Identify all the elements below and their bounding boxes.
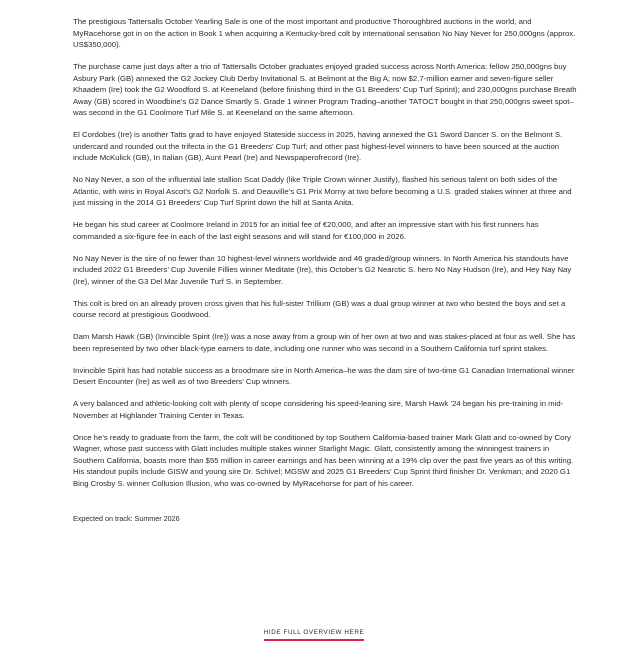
overview-paragraph-7: This colt is bred on an already proven cross given that his full-sister Trillium (GB) was a dual group winner at two who bested the boys and set a course record at prestigious Goodwood. (73, 298, 566, 319)
overview-toggle (0, 621, 628, 641)
overview-paragraph-9: Invincible Spirit has had notable success as a broodmare sire in North America–he was the dam sire of two-time G1 Canadian International winner Desert Encounter (Ire) as well as of two Breeders’ Cup winners. (73, 365, 575, 386)
overview-paragraph-1: The prestigious Tattersalls October Yearling Sale is one of the most important and productive Thoroughbred auctions in the world, and MyRacehorse got in on the action in Book 1 when acquiring a Kentucky-bred colt by international sensation No Nay Never for 250,000gns (approx. US$350,000). (73, 17, 576, 49)
overview-paragraph-2: The purchase came just days after a trio of Tattersalls October graduates enjoyed graded success across North America: fellow 250,000gns buy Asbury Park (GB) annexed the G2 Jockey Club Derby Invitational S. at Belmont at the Big A; now $2.7-million earner and seven-figure seller Khaadem (Ire) took the G2 Woodford S. at Keeneland (before finishing third in the G1 Breeders’ Cup Turf Sprint); and 230,000gns purchase Breath Away (GB) scored in Woodbine’s G2 Dance Smartly S. Grade 1 winner Program Trading–another TATOCT bought in that 250,000gns sweet spot–was second in the G1 Coolmore Turf Mile S. at Keeneland on the same afternoon. (73, 62, 577, 117)
overview-paragraph-10: A very balanced and athletic-looking colt with plenty of scope considering his speed-leaning sire, Marsh Hawk ’24 began his pre-training in mid-November at Highlander Training Center in Texas. (73, 399, 564, 420)
overview-article (73, 16, 579, 535)
overview-paragraph-4: No Nay Never, a son of the influential late stallion Scat Daddy (like Triple Crown winner Justify), flashed his serious talent on both sides of the Atlantic, with wins in Royal Ascot’s G2 Norfolk S. and Deauville’s G1 Prix Morny at two before becoming a U.S. graded stakes winner at three and just missing in the 2014 G1 Breeders’ Cup Turf Sprint down the hill at Santa Anita. (73, 175, 572, 207)
hide-full-overview-link[interactable]: HIDE FULL OVERVIEW HERE (264, 629, 365, 641)
overview-paragraph-8: Dam Marsh Hawk (GB) (Invincible Spirit (Ire)) was a nose away from a group win of her own at two and was stakes-placed at four as well. She has been represented by two other black-type earners to date, including one runner who was second in a Southern California turf sprint stakes. (73, 332, 576, 353)
overview-paragraph-5: He began his stud career at Coolmore Ireland in 2015 for an initial fee of €20,000, and after an impressive start with his first runners has commanded a six-figure fee in each of the last eight seasons and will stand for €100,000 in 2026. (73, 220, 539, 241)
overview-paragraph-6: No Nay Never is the sire of no fewer than 10 highest-level winners worldwide and 46 graded/group winners. In North America his standouts have included 2022 G1 Breeders’ Cup Juvenile Fillies winner Meditate (Ire), this October’s G2 Nearctic S. hero No Nay Hudson (Ire), and Hey Nay Nay (Ire), winner of the G3 Del Mar Juvenile Turf S. in September. (73, 253, 572, 286)
overview-paragraph-3: El Cordobes (Ire) is another Tatts grad to have enjoyed Stateside success in 2025, having annexed the G1 Sword Dancer S. on the Belmont S. undercard and rounded out the trifecta in the G1 Breeders’ Cup Turf; and other past highest-level winners to have been sourced at the auction include McKulick (GB), In Italian (GB), Aunt Pearl (Ire) and Newspaperofrecord (Ire). (73, 130, 563, 162)
expected-on-track: Expected on track: Summer 2026 (73, 514, 180, 523)
overview-paragraph-11: Once he’s ready to graduate from the farm, the colt will be conditioned by top Southern California-based trainer Mark Glatt and co-owned by Cory Wagner, whose past success with Glatt includes multiple stakes winner Starlight Magic. Glatt, consistently among the winningest trainers in Southern California, boasts more than $55 million in career earnings and has been winning at a 19% clip over the past five years as of this writing. His standout pupils include GISW and young sire Dr. Schivel; MGSW and 2025 G1 Breeders’ Cup Sprint third finisher Dr. Venkman; and 2020 G1 Bing Crosby S. winner Collusion Illusion, who was co-owned by MyRacehorse for part of his career. (73, 432, 574, 488)
